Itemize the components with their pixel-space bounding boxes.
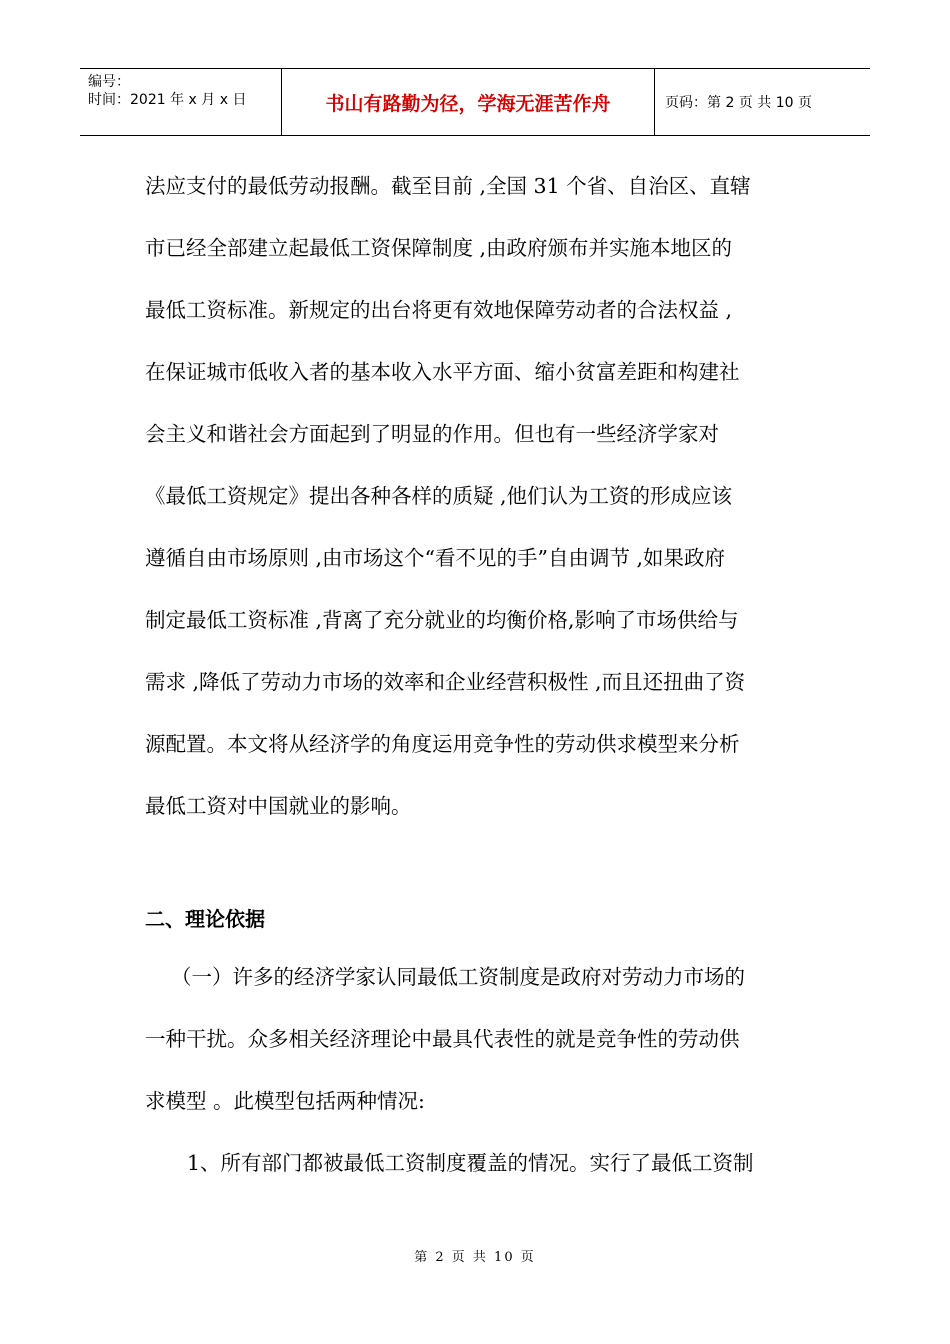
text-line: 最低工资对中国就业的影响。	[145, 794, 412, 818]
text-line: 1、所有部门都被最低工资制度覆盖的情况。实行了最低工资制	[187, 1151, 754, 1175]
text-line: 一种干扰。众多相关经济理论中最具代表性的就是竞争性的劳动供	[145, 1027, 740, 1051]
text-line: 在保证城市低收入者的基本收入水平方面、缩小贫富差距和构建社	[145, 360, 740, 384]
header-table	[80, 68, 870, 136]
text-line: 求模型 。此模型包括两种情况:	[145, 1089, 425, 1113]
text-line: 源配置。本文将从经济学的角度运用竞争性的劳动供求模型来分析	[145, 732, 740, 756]
text-line: 市已经全部建立起最低工资保障制度 ,由政府颁布并实施本地区的	[145, 236, 733, 260]
motto-text: 书山有路勤为径，学海无涯苦作舟	[325, 92, 611, 115]
text-line: 法应支付的最低劳动报酬。截至目前 ,全国 31 个省、自治区、直辖	[145, 174, 751, 198]
body-paragraph-1	[145, 155, 810, 837]
page-footer: 第 2 页 共 10 页	[414, 1250, 536, 1265]
header-page-cell	[655, 69, 870, 135]
header-meta-cell	[80, 69, 282, 135]
text-line: 最低工资标准。新规定的出台将更有效地保障劳动者的合法权益 ,	[145, 298, 733, 322]
body-paragraph-2	[145, 946, 810, 1194]
number-label: 编号：	[88, 74, 130, 90]
text-line: 制定最低工资标准 ,背离了充分就业的均衡价格,影响了市场供给与	[145, 608, 739, 632]
time-label: 时间：2021 年 x 月 x 日	[88, 92, 247, 108]
text-line: （一）许多的经济学家认同最低工资制度是政府对劳动力市场的	[171, 965, 745, 989]
header-motto-cell	[282, 69, 655, 135]
text-line: 《最低工资规定》提出各种各样的质疑 ,他们认为工资的形成应该	[145, 484, 733, 508]
text-line: 会主义和谐社会方面起到了明显的作用。但也有一些经济学家对	[145, 422, 719, 446]
section-heading: 二、理论依据	[145, 907, 265, 931]
text-line: 遵循自由市场原则 ,由市场这个“看不见的手”自由调节 ,如果政府	[145, 546, 726, 570]
text-line: 需求 ,降低了劳动力市场的效率和企业经营积极性 ,而且还扭曲了资	[145, 670, 746, 694]
page-code: 页码：第 2 页 共 10 页	[665, 95, 812, 111]
